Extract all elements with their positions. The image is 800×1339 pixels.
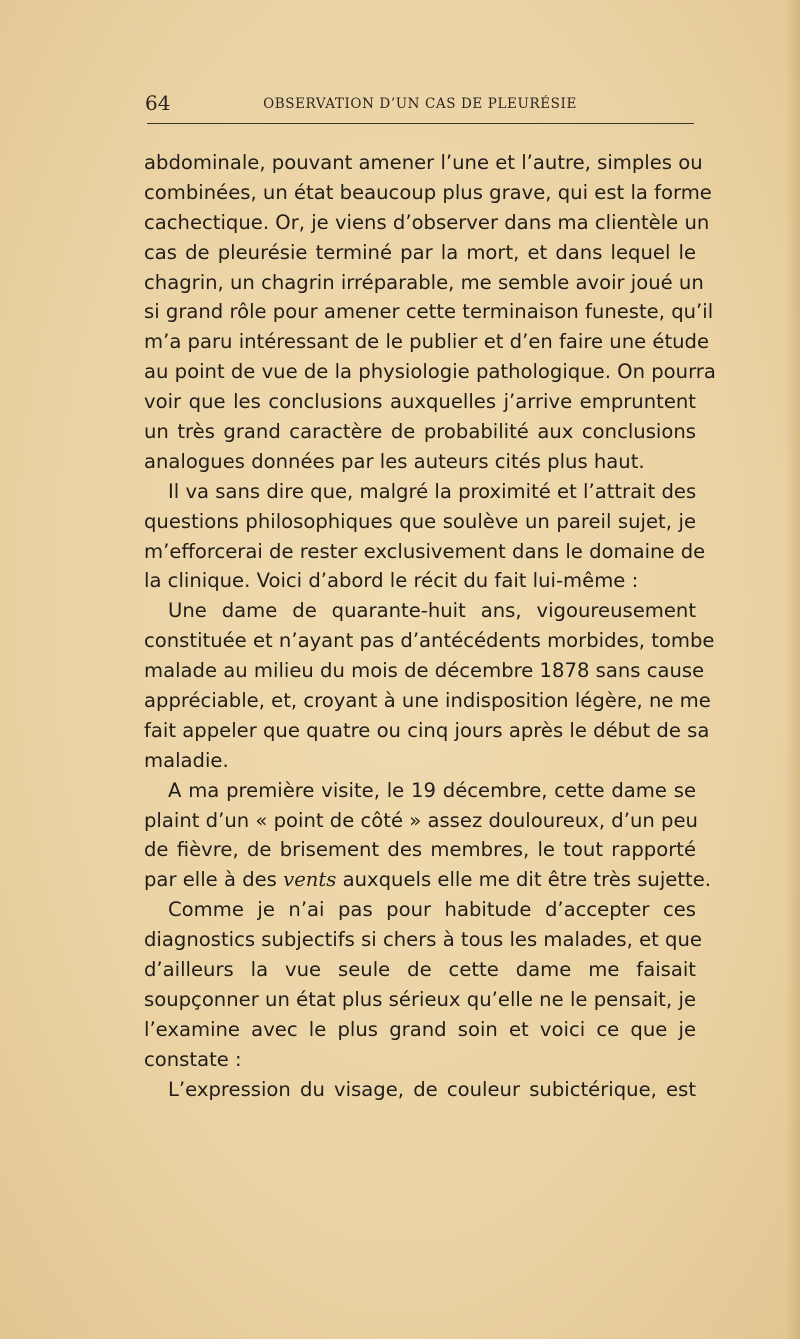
running-head [145,92,695,116]
text-line [144,865,711,895]
text-line: L’expression du visage, de couleur subictérique, est [168,1077,696,1101]
text-line: voir que les conclusions auxquelles j’arrive empruntent [144,390,696,414]
text-line: Comme je n’ai pas pour habitude d’accepter ces [168,898,696,922]
text-line: analogues données par les auteurs cités plus haut. [144,449,645,473]
text-line: Il va sans dire que, malgré la proximité et l’attrait des [168,479,697,503]
text-line: chagrin, un chagrin irréparable, me semble avoir joué un [144,270,704,294]
text-line: plaint d’un « point de côté » assez douloureux, d’un peu [144,808,698,832]
text-line: si grand rôle pour amener cette terminaison funeste, qu’il [144,300,714,324]
text-line: combinées, un état beaucoup plus grave, qui est la forme [144,180,712,204]
text-line: constituée et n’ayant pas d’antécédents morbides, tombe [144,629,715,653]
text-line: constate : [144,1047,242,1071]
text-line: fait appeler que quatre ou cinq jours après le début de sa [144,718,710,742]
text-line: un très grand caractère de probabilité aux conclusions [144,420,696,444]
text-line: la clinique. Voici d’abord le récit du fait lui-même : [144,569,639,593]
text-line: m’a paru intéressant de le publier et d’en faire une étude [144,330,710,354]
body-text [144,148,716,1105]
text-line: abdominale, pouvant amener l’une et l’autre, simples ou [144,151,703,174]
text-line: Une dame de quarante-huit ans, vigoureusement [168,599,696,623]
text-line: au point de vue de la physiologie pathologique. On pourra [144,360,716,384]
text-line: maladie. [144,748,229,772]
page-edge-shadow [786,0,800,1339]
text-segment: auxquels elle me dit être très sujette. [342,868,711,892]
text-line: diagnostics subjectifs si chers à tous les malades, et que [144,928,702,952]
header-rule [147,123,694,124]
text-line: appréciable, et, croyant à une indisposition légère, ne me [144,689,711,713]
text-line: soupçonner un état plus sérieux qu’elle ne le pensait, je [144,987,696,1011]
text-line: l’examine avec le plus grand soin et voici ce que je [144,1017,696,1041]
text-line: cas de pleurésie terminé par la mort, et dans lequel le [144,240,696,264]
page-number: 64 [145,91,171,115]
text-line: de fièvre, de brisement des membres, le tout rapporté [144,838,696,862]
text-line: m’efforcerai de rester exclusivement dans le domaine de [144,539,706,563]
italic-word: vents [283,868,337,892]
text-line: cachectique. Or, je viens d’observer dans ma clientèle un [144,210,710,234]
text-segment: par elle à des [144,868,277,892]
text-line: malade au milieu du mois de décembre 1878 sans cause [144,659,705,683]
text-line: d’ailleurs la vue seule de cette dame me faisait [144,958,696,982]
text-line: questions philosophiques que soulève un pareil sujet, je [144,509,696,533]
running-title: OBSERVATION D’UN CAS DE PLEURÉSIE [263,96,577,112]
text-line: A ma première visite, le 19 décembre, cette dame se [168,778,696,802]
